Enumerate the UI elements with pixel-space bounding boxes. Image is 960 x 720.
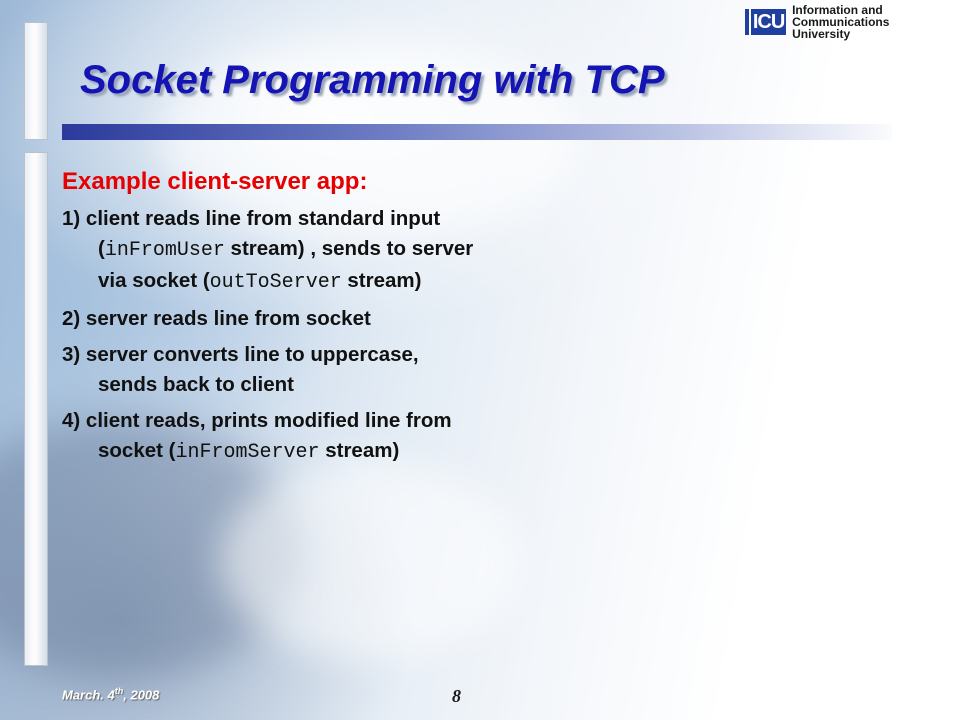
background-cloud — [220, 460, 520, 660]
page-number: 8 — [452, 686, 461, 706]
code-identifier: outToServer — [209, 271, 342, 294]
code-identifier: inFromUser — [104, 239, 225, 262]
list-item — [62, 406, 482, 468]
list-item: 2) server reads line from socket — [62, 307, 371, 330]
logo-mark: ICU — [751, 9, 786, 35]
item-text: stream) — [341, 269, 422, 292]
logo-line-2: University — [792, 27, 851, 41]
item-text: stream) — [319, 439, 400, 462]
item-text: stream) , sends to server via socket ( — [98, 237, 474, 292]
item-text: 4) client reads, prints modified line from socket ( — [62, 409, 452, 462]
date-text-suffix: , 2008 — [123, 687, 160, 703]
list-item: 3) server converts line to uppercase, sends back to client — [62, 343, 419, 396]
logo-line-1: Information and Communications — [792, 3, 890, 29]
date-text: March. 4 — [62, 687, 115, 703]
slide-body — [62, 168, 482, 474]
university-logo — [751, 4, 960, 40]
title-underline-bar — [62, 124, 892, 140]
section-heading: Example client-server app: — [62, 168, 368, 195]
logo-text — [792, 4, 960, 40]
slide-title: Socket Programming with TCP — [80, 58, 665, 102]
left-accent-bar-bottom — [24, 152, 48, 666]
footer-date — [62, 686, 159, 702]
date-superscript: th — [114, 686, 124, 696]
item-text: 1) client reads line from standard input ( — [62, 207, 441, 260]
left-accent-bar-top — [24, 22, 48, 140]
code-identifier: inFromServer — [175, 441, 320, 464]
list-item — [62, 204, 482, 298]
